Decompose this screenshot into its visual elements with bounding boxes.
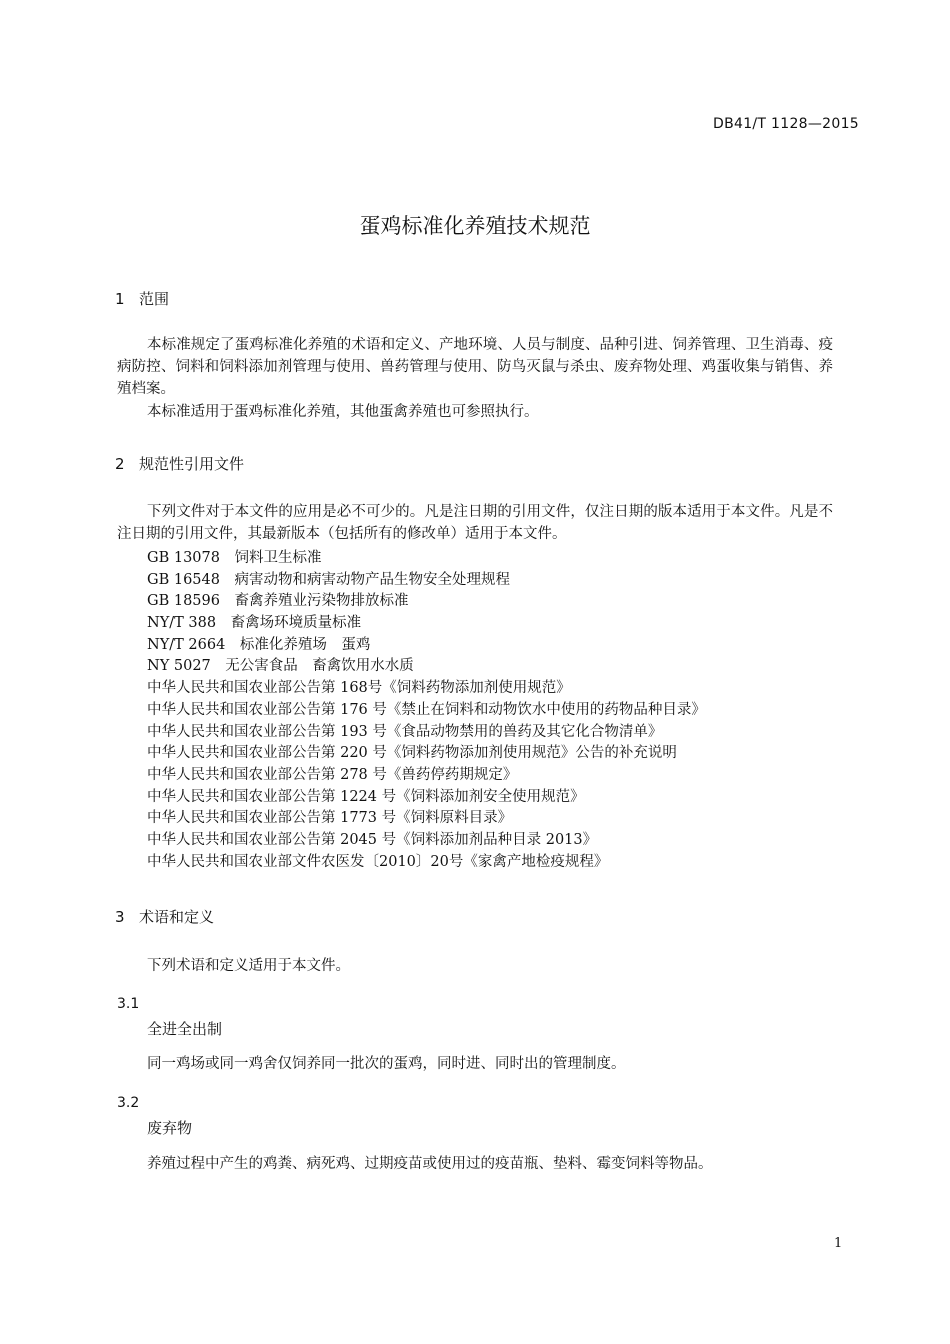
section-title: 术语和定义: [139, 908, 215, 926]
scope-applicability: 本标准适用于蛋鸡标准化养殖，其他蛋禽养殖也可参照执行。: [147, 404, 539, 420]
page-number: 1: [834, 1236, 843, 1251]
reference-item: 中华人民共和国农业部公告第 1224 号《饲料添加剂安全使用规范》: [147, 788, 585, 805]
section-1-heading: [115, 288, 169, 309]
section-number: 3: [115, 908, 125, 926]
section-3-heading: [115, 906, 214, 927]
term-name: 全进全出制: [147, 1020, 223, 1038]
term-name: 废弃物: [147, 1119, 193, 1137]
section-2-heading: [115, 453, 244, 474]
term-number: 3.2: [117, 1095, 140, 1111]
reference-item: 中华人民共和国农业部公告第 2045 号《饲料添加剂品种目录 2013》: [147, 831, 598, 848]
reference-item: 中华人民共和国农业部公告第 1773 号《饲料原料目录》: [147, 810, 513, 827]
reference-item: GB 16548 病害动物和病害动物产品生物安全处理规程: [147, 571, 510, 588]
section-number: 1: [115, 290, 125, 308]
reference-item: GB 13078 饲料卫生标准: [147, 550, 322, 566]
section-title: 规范性引用文件: [139, 455, 245, 473]
section-number: 2: [115, 455, 125, 473]
term-definition: 养殖过程中产生的鸡粪、病死鸡、过期疫苗或使用过的疫苗瓶、垫料、霉变饲料等物品。: [147, 1156, 713, 1172]
reference-item: 中华人民共和国农业部公告第 220 号《饲料药物添加剂使用规范》公告的补充说明: [147, 745, 677, 762]
references-intro: 下列文件对于本文件的应用是必不可少的。凡是注日期的引用文件，仅注日期的版本适用于本文件。凡是不注日期的引用文件，其最新版本（包括所有的修改单）适用于本文件。: [117, 504, 833, 542]
reference-list: [147, 548, 706, 873]
reference-item: 中华人民共和国农业部公告第 176 号《禁止在饲料和动物饮水中使用的药物品种目录》: [147, 701, 706, 718]
page-title: 蛋鸡标准化养殖技术规范: [359, 214, 591, 238]
terms-intro: 下列术语和定义适用于本文件。: [147, 958, 350, 974]
reference-item: NY/T 388 畜禽场环境质量标准: [147, 615, 362, 632]
reference-item: 中华人民共和国农业部公告第 193 号《食品动物禁用的兽药及其它化合物清单》: [147, 723, 663, 740]
reference-item: GB 18596 畜禽养殖业污染物排放标准: [147, 593, 409, 610]
reference-item: 中华人民共和国农业部公告第 278 号《兽药停药期规定》: [147, 766, 518, 783]
document-code: DB41/T 1128—2015: [713, 116, 859, 132]
reference-item: NY/T 2664 标准化养殖场 蛋鸡: [147, 636, 371, 653]
term-number: 3.1: [117, 996, 140, 1012]
scope-paragraph: 本标准规定了蛋鸡标准化养殖的术语和定义、产地环境、人员与制度、品种引进、饲养管理、卫生消毒、疫病防控、饲料和饲料添加剂管理与使用、兽药管理与使用、防鸟灭鼠与杀虫、废弃物处理、鸡蛋收集与销售、养殖档案。: [117, 337, 833, 397]
term-definition: 同一鸡场或同一鸡舍仅饲养同一批次的蛋鸡，同时进、同时出的管理制度。: [147, 1056, 626, 1072]
reference-item: 中华人民共和国农业部文件农医发〔2010〕20号《家禽产地检疫规程》: [147, 853, 609, 870]
section-title: 范围: [139, 290, 170, 308]
reference-item: NY 5027 无公害食品 畜禽饮用水水质: [147, 658, 414, 675]
reference-item: 中华人民共和国农业部公告第 168号《饲料药物添加剂使用规范》: [147, 680, 571, 697]
